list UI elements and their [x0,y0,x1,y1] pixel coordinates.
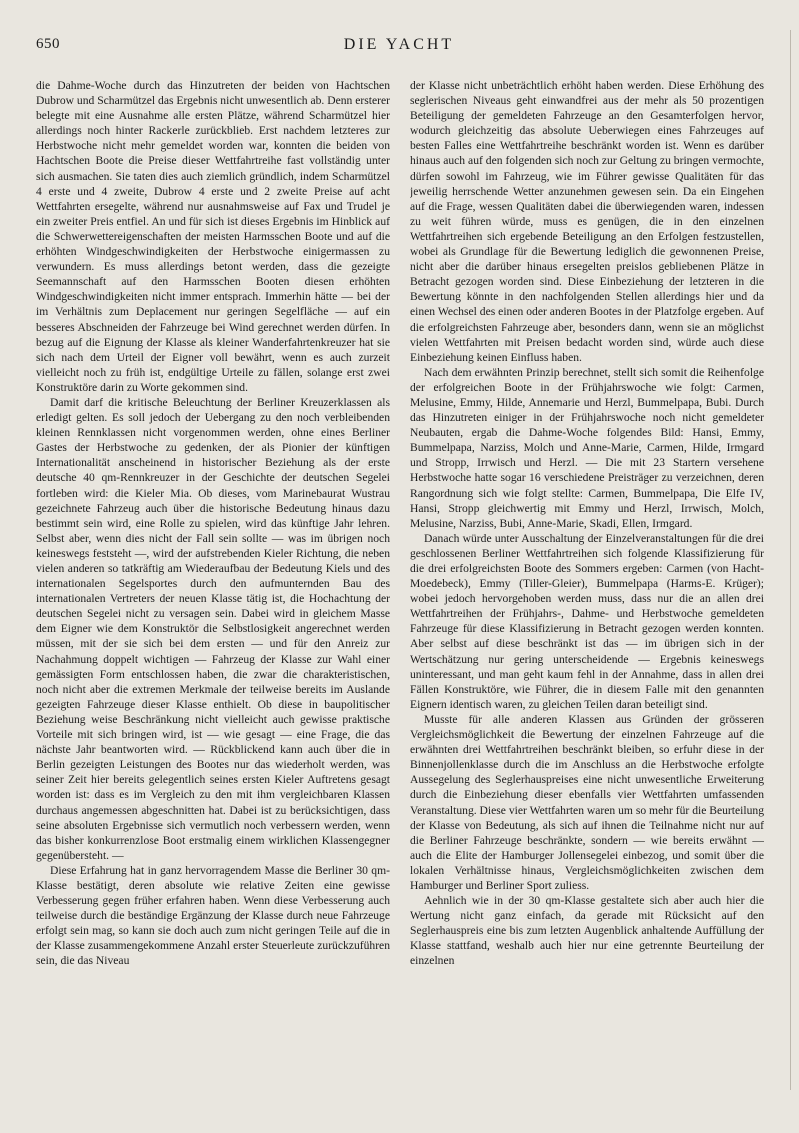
right-paragraph-3: Danach würde unter Ausschaltung der Einzelveranstaltungen für die drei geschlossenen Berliner Wettfahrtreihen sich folgende Klassifizierung für die drei erfolgreichsten Boote des Sommers ergeben: Carmen (von Hacht-Moedebeck), Emmy (Tiller-Gleier), Bummelpapa (Harms-E. Krüger); wobei jedoch hervorgehoben werden muss, dass nur die an allen drei Wettfahrtreihen der Frühjahrs-, Dahme- und Herbstwoche gemeldeten Fahrzeuge für diese Klassifizierung in Betracht gezogen werden konnten. Aber selbst auf diese beschränkt ist das — im übrigen sich in der Wertschätzung nur gering unterscheidende — Ergebnis keineswegs uninteressant, und man geht kaum fehl in der Annahme, dass in allen drei Fällen Konstruktöre, wie Führer, die in diesem Falle mit den genannten Eignern identisch waren, zu gleichen Teilen daran beteiligt sind. [410,531,764,711]
left-paragraph-2: Damit darf die kritische Beleuchtung der Berliner Kreuzerklassen als erledigt gelten. Es soll jedoch der Uebergang zu den noch verbleibenden kleinen Rennklassen nicht vorgenommen werden, ohne eines Berliner Gastes der Herbstwoche zu gedenken, der als Pionier der künftigen Internationalität anscheinend in historischer Beziehung als der erste deutsche 40 qm-Rennkreuzer in der Geschichte der deutschen Segelei fortleben wird: die Kieler Mia. Ob dieses, vom Marinebaurat Wustrau gezeichnete Fahrzeug auch über die historische Bedeutung hinaus dazu bestimmt sein wird, eine Rolle zu spielen, wird das künftige Jahr lehren. Selbst aber, wenn dies nicht der Fall sein sollte — was im übrigen noch keineswegs feststeht —, wird der aufstrebenden Kieler Richtung, die neben vielen anderen so tatkräftig am Wiederaufbau der Bedeutung Kiels und des internationalen Segelsportes durch den aufmunternden Bau des internationalen Vertreters der neuen Klasse tätig ist, die Hochachtung der deutschen Segelei nicht zu versagen sein. Dabei wird in gleichem Masse dem Eigner wie dem Konstruktör die Selbstlosigkeit angerechnet werden müssen, mit der sie sich bei dem ersten — und für den Anreiz zur Nachahmung doppelt wichtigen — Fahrzeug der Klasse zur Wahl einer gemässigten Form entschlossen haben, die zwar die charakteristischen, noch nicht aber die extremen Merkmale der teilweise bereits im Auslande gezeigten Fahrzeuge dieser Klasse enthielt. Ob diese in baupolitischer Beziehung weise Beschränkung nicht vielleicht auch gewisse praktische Vorteile mit sich bringen wird, ist — wie gesagt — eine Frage, die das nächste Jahr beantworten wird. — Rückblickend kann auch über die in Berlin gezeigten Leistungen des Bootes nur das wiederholt werden, was seiner Zeit hier bereits gelegentlich seines ersten Kieler Auftretens gesagt worden ist: dass es im Vergleich zu den mit ihm vergleichbaren Klassen durchaus angemessen abgeschnitten hat. Dabei ist zu berücksichtigen, dass seine absoluten Ergebnisse sich vermutlich noch verbessern werden, wenn das bisher konkurrenzlose Boot erstmalig einem wirklichen Klassengegner gegenübersteht. — [36,395,390,862]
left-paragraph-3: Diese Erfahrung hat in ganz hervorragendem Masse die Berliner 30 qm-Klasse bestätigt, deren absolute wie relative Zeiten eine gewisse Verbesserung gegen früher erfahren haben. Wenn diese Verbesserung auch teilweise durch die beständige Ergänzung der Klasse durch neue Fahrzeuge erfolgt sein mag, so kann sie doch auch zum nicht geringen Teile auf die in der Klasse zusammengekommene Anzahl erster Steuerleute zurückzuführen sein, die das Niveau [36,863,390,968]
text-columns [36,78,764,1088]
right-paragraph-1: der Klasse nicht unbeträchtlich erhöht haben werden. Diese Erhöhung des seglerischen Niveaus geht einwandfrei aus der mehr als 50 prozentigen Beteiligung der gemeldeten Fahrzeuge an den Gesamterfolgen hervor, wodurch gleichzeitig das absolute Ueberwiegen eines Fahrzeuges auf besten Falles eine Wettfahrtreihe beschränkt worden ist. Wenn es darüber hinaus auch auf den folgenden sich noch zur Geltung zu bringen vermochte, dürfen sowohl im Fahrzeug, wie im Führer gewisse Qualitäten für das jeweilig herrschende Wetter anzunehmen gewesen sein. Da ein Eingehen auf die Frage, wessen Qualitäten dabei die überwiegenden waren, indessen zu weit führen würde, muss es genügen, die in den einzelnen Wettfahrtreihen sich ergebende Beteiligung an den Erfolgen festzustellen, wobei als Grundlage für die Bewertung lediglich die gewonnenen Preise, nicht aber die darüber hinaus ersegelten preislos gebliebenen Plätze in Betracht gezogen worden sind. Diese Einbeziehung der letzteren in die Bewertung könnte in den nachfolgenden Stellen allerdings hier und da einen Wechsel des einen oder anderen Bootes in der Platzfolge ergeben. Auf die erfolgreichsten Fahrzeuge aber, besonders dann, wenn sie an möglichst vielen Wettfahrten mit Preisen bedacht worden sind, würde auch diese Einbeziehung keinen Einfluss haben. [410,79,764,364]
left-column [36,78,390,1088]
right-paragraph-4: Musste für alle anderen Klassen aus Gründen der grösseren Vergleichsmöglichkeit die Bewertung der einzelnen Fahrzeuge auf die erwähnten drei Wettfahrtreihen beschränkt bleiben, so erfuhr diese in der Binnenjollenklasse durch die im Anschluss an die Herbstwoche erfolgte Aussegelung des Seglerhauspreises eine nicht unwesentliche Erweiterung durch die Einbeziehung dieser ebenfalls vier Wettfahrten umfassenden Veranstaltung. Diese vier Wettfahrten waren um so mehr für die Beurteilung der Klasse von Bedeutung, als sich auf ihnen die Teilnahme nicht nur auf die Berliner Fahrzeuge beschränkte, sondern — wie bereits erwähnt — auch die Elite der Hamburger Jollensegelei einbezog, und somit über die lokalen Verhältnisse hinaus, Vergleichsmöglichkeiten zwischen dem Hamburger und Berliner Sport zuliess. [410,712,764,892]
right-paragraph-5: Aehnlich wie in der 30 qm-Klasse gestaltete sich aber auch hier die Wertung nicht ganz einfach, da gerade mit Rücksicht auf den Seglerhauspreis eine bis zum letzten Augenblick anhaltende Auffüllung der Klasse stattfand, weshalb auch hier nur eine getrennte Beurteilung der einzelnen [410,894,764,968]
page-edge-line [790,30,791,1090]
page-header [36,36,762,60]
right-paragraph-2: Nach dem erwähnten Prinzip berechnet, stellt sich somit die Reihenfolge der erfolgreichen Boote in der Frühjahrswoche wie folgt: Carmen, Melusine, Emmy, Hilde, Annemarie und Herzl, Bummelpapa, Bubi. Durch das Hinzutreten einiger in der Frühjahrswoche noch nicht gemeldeter Neubauten, ergab die Dahme-Woche folgendes Bild: Hansi, Emmy, Bummelpapa, Narziss, Molch und Anne-Marie, Carmen, Hilde, Irmgard und Stropp, Irrwisch und Herzl. — Die mit 23 Startern versehene Herbstwoche hatte sogar 16 verschiedene Preisträger zu verzeichnen, deren Rangordnung sich wie folgt stellte: Carmen, Bummelpapa, Die Elfe IV, Hansi, Stropp gleichwertig mit Emmy und Herzl, Irrwisch, Molch, Melusine, Narziss, Bubi, Anne-Marie, Skadi, Ellen, Irmgard. [410,365,764,530]
left-paragraph-1: die Dahme-Woche durch das Hinzutreten der beiden von Hachtschen Dubrow und Scharmützel das Ergebnis nicht unwesentlich ab. Denn ersterer belegte mit eine Ausnahme alle ersten Plätze, während Scharmützel hier allerdings noch hinter Rackerle zurückblieb. Erst nachdem letzteres zur Herbstwoche nicht mehr gemeldet worden war, konnten die beiden von Hachtschen Boote die Preise dieser Wettfahrtreihe fast vollständig unter sich ausmachen. Sie taten dies auch ziemlich gründlich, indem Scharmützel 4 erste und 4 zweite, Dubrow 4 erste und 2 zweite Preise auf acht Wettfahrten ersegelte, während nur ausnahmsweise auf Fax und Trudel je ein zweiter Preis entfiel. An und für sich ist dieses Ergebnis im Hinblick auf die Schwerwettereigenschaften der meisten Harmsschen Boote und auf die erhöhten Windgeschwindigkeiten der Herbstwoche einigermassen zu verwundern. Es muss allerdings betont werden, dass die gezeigte Seemannschaft auf den Harmsschen Booten diesen erhöhten Windgeschwindigkeiten nicht immer entsprach. Immerhin hätte — bei der im Verhältnis zum Deplacement nur geringen Segelfläche — auf ein besseres Abschneiden der Fahrzeuge bei Wind gerechnet werden dürfen. In bezug auf die Eignung der Klasse als kleiner Wanderfahrtenkreuzer hat sie sich nach dem Urteil der Eigner voll bewährt, wenn es auch zurzeit vielleicht noch zu früh ist, endgültige Urteile zu fällen, solange erst zwei Konstruktöre darin zu Worte gekommen sind. [36,79,390,394]
page-number: 650 [36,36,60,52]
right-column [410,78,764,1088]
running-title: DIE YACHT [343,36,455,53]
